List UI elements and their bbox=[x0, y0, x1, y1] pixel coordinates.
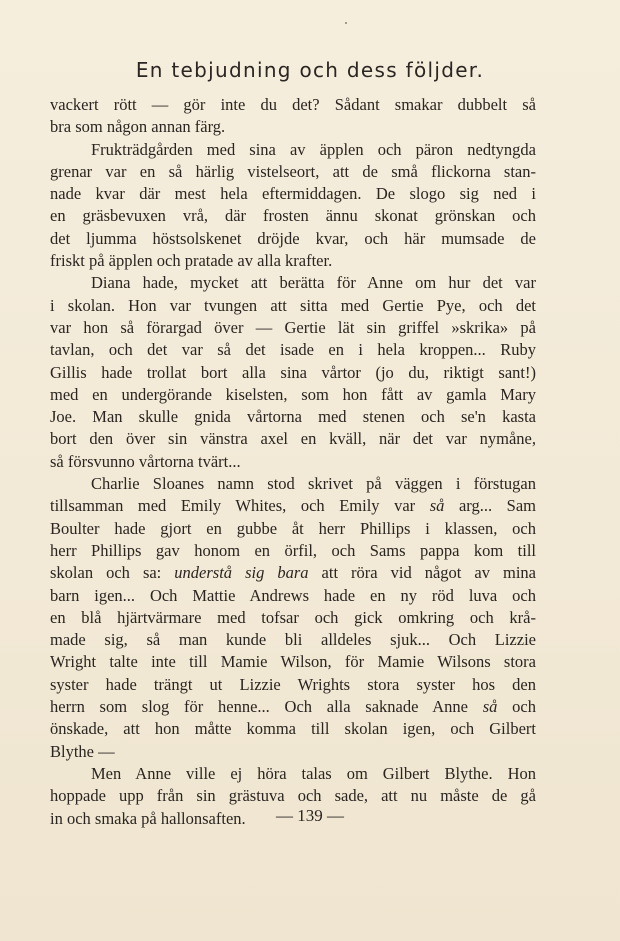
text-line: Joe. Man skulle gnida vårtorna med stenen och se'n kasta bbox=[50, 407, 536, 427]
text-line: vackert rött — gör inte du det? Sådant smakar dubbelt så bbox=[50, 95, 536, 114]
text-line: herrn som slog för henne... Och alla saknade Anne så och bbox=[50, 697, 536, 717]
text-line: med en undergörande kiselsten, som hon fått av gamla Mary bbox=[50, 384, 536, 404]
text-line: bra som någon annan färg. bbox=[50, 117, 226, 137]
text-line: Diana hade, mycket att berätta för Anne om hur det var bbox=[91, 273, 536, 293]
text-line: i skolan. Hon var tvungen att sitta med Gertie Pye, och det bbox=[50, 295, 536, 315]
text-line: hoppade upp från sin grästuva och sade, att nu måste de gå bbox=[50, 786, 536, 806]
paper-speck bbox=[345, 22, 347, 24]
text-line: en gräsbevuxen vrå, där frosten ännu skonat grönskan och bbox=[50, 206, 536, 226]
body-text bbox=[50, 94, 536, 830]
text-line: nade kvar där mest hela eftermiddagen. De slogo sig ned i bbox=[50, 184, 536, 204]
text-line: Gillis hade trollat bort alla sina vårtor (jo du, riktigt sant!) bbox=[50, 362, 536, 382]
text-line: grenar var en så härlig vistelseort, att de små flickorna stan- bbox=[50, 161, 536, 181]
page-number: — 139 — bbox=[276, 806, 344, 825]
text-line: Men Anne ville ej höra talas om Gilbert Blythe. Hon bbox=[91, 763, 536, 783]
text-line: var hon så förargad över — Gertie lät sin griffel »skrika» på bbox=[50, 317, 536, 337]
text-line: herr Phillips gav honom en örfil, och Sams pappa kom till bbox=[50, 540, 536, 560]
text-line: Wright talte inte till Mamie Wilson, för Mamie Wilsons stora bbox=[50, 652, 536, 672]
text-line: in och smaka på hallonsaften. bbox=[50, 808, 246, 828]
text-line: bort den över sin vänstra axel en kväll, när det var nymåne, bbox=[50, 429, 536, 449]
text-line: skolan och sa: understå sig bara att röra vid något av mina bbox=[50, 563, 536, 583]
text-line: Charlie Sloanes namn stod skrivet på väggen i förstugan bbox=[91, 474, 536, 494]
text-line: barn igen... Och Mattie Andrews hade en ny röd luva och bbox=[50, 585, 536, 605]
text-line: Frukträdgården med sina av äpplen och päron nedtyngda bbox=[91, 139, 536, 159]
text-line: Boulter hade gjort en gubbe åt herr Phillips i klassen, och bbox=[50, 518, 536, 538]
text-line: så försvunno vårtorna tvärt... bbox=[50, 451, 241, 471]
text-line: Blythe — bbox=[50, 741, 115, 761]
text-line: friskt på äpplen och pratade av alla krafter. bbox=[50, 251, 333, 271]
text-line: det ljumma höstsolskenet dröjde kvar, och här mumsade de bbox=[50, 228, 536, 248]
running-head: En tebjudning och dess följder. bbox=[135, 58, 485, 82]
text-line: en blå hjärtvärmare med tofsar och gick omkring och krå- bbox=[50, 607, 536, 627]
text-line: tillsamman med Emily Whites, och Emily var så arg... Sam bbox=[50, 496, 536, 516]
text-line: tavlan, och det var så det isade en i hela kroppen... Ruby bbox=[50, 340, 536, 360]
text-line: syster hade trängt ut Lizzie Wrights stora syster hos den bbox=[50, 674, 536, 694]
text-line: önskade, att hon måtte komma till skolan igen, och Gilbert bbox=[50, 719, 536, 739]
text-line: made sig, så man kunde bli alldeles sjuk... Och Lizzie bbox=[50, 630, 536, 650]
